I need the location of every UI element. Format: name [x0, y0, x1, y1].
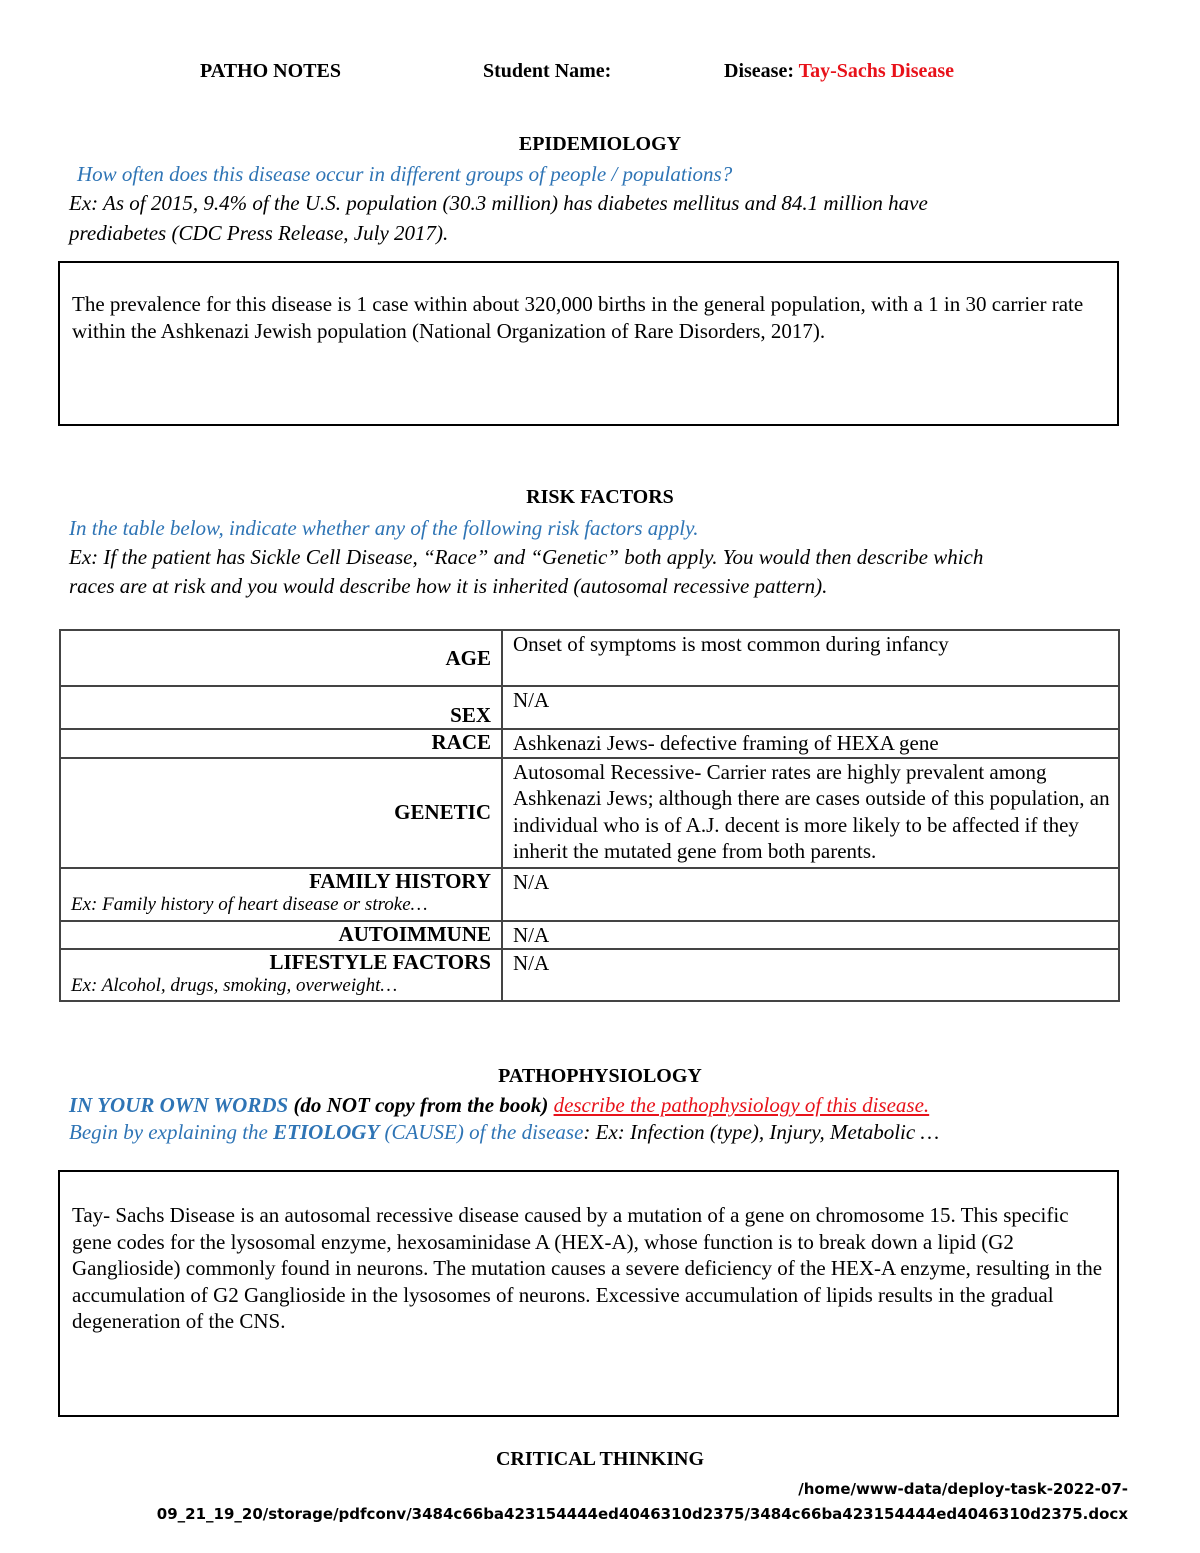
epidemiology-example-line2: prediabetes (CDC Press Release, July 2017).: [69, 221, 449, 245]
cause-text: (CAUSE) of the disease: [384, 1120, 584, 1144]
describe-text: describe the pathophysiology of this disease.: [553, 1093, 930, 1117]
risk-row-family-history: [60, 868, 1119, 921]
pathophysiology-answer: Tay- Sachs Disease is an autosomal recessive disease caused by a mutation of a gene on chromosome 15. This specific gene codes for the lysosomal enzyme, hexosaminidase A (HEX-A), whose function is to break down a lipid (G2 Ganglioside) commonly found in neurons. The mutation causes a severe deficiency of the HEX-A enzyme, resulting in the accumulation of G2 Ganglioside in the lysosomes of neurons. Excessive accumulation of lipids results in the gradual degeneration of the CNS.: [72, 1203, 1103, 1333]
risk-factors-example-line1: Ex: If the patient has Sickle Cell Disease, “Race” and “Genetic” both apply. You would then describe which: [69, 545, 984, 569]
risk-row-age: [60, 630, 1119, 686]
lifestyle-label: LIFESTYLE FACTORS: [269, 950, 491, 974]
risk-factors-example-line2: races are at risk and you would describe how it is inherited (autosomal recessive pattern).: [69, 574, 828, 598]
lifestyle-value[interactable]: N/A: [502, 949, 1119, 1001]
disease-label: Disease:: [724, 60, 794, 82]
age-value[interactable]: Onset of symptoms is most common during infancy: [502, 630, 1119, 686]
disease-field: [724, 60, 954, 83]
autoimmune-label: AUTOIMMUNE: [60, 921, 502, 950]
family-history-value[interactable]: N/A: [502, 868, 1119, 921]
epidemiology-title: EPIDEMIOLOGY: [518, 133, 682, 155]
lifestyle-example: Ex: Alcohol, drugs, smoking, overweight…: [71, 975, 398, 996]
race-value[interactable]: Ashkenazi Jews- defective framing of HEXA gene: [502, 729, 1119, 758]
critical-thinking-title: CRITICAL THINKING: [495, 1448, 705, 1470]
risk-row-lifestyle: [60, 949, 1119, 1001]
do-not-copy-text: (do NOT copy from the book): [293, 1093, 549, 1117]
risk-row-sex: [60, 686, 1119, 729]
etiology-text: ETIOLOGY: [273, 1120, 380, 1144]
pathophysiology-instruction-line1: [69, 1091, 929, 1120]
epidemiology-question: How often does this disease occur in different groups of people / populations?: [77, 162, 733, 186]
risk-factors-title: RISK FACTORS: [526, 486, 674, 508]
etiology-examples-text: : Ex: Infection (type), Injury, Metabolic …: [583, 1120, 940, 1144]
pathophysiology-instruction-line2: [69, 1118, 939, 1147]
family-history-label: FAMILY HISTORY: [309, 868, 491, 893]
family-history-cell: [60, 868, 502, 921]
footer-path-line2: 09_21_19_20/storage/pdfconv/3484c66ba423154444ed4046310d2375/3484c66ba423154444ed4046310d2375.docx: [156, 1505, 1128, 1523]
risk-row-race: [60, 729, 1119, 758]
family-history-example: Ex: Family history of heart disease or stroke…: [71, 893, 428, 915]
footer-path-line1: /home/www-data/deploy-task-2022-07-: [798, 1480, 1128, 1498]
own-words-text: IN YOUR OWN WORDS: [69, 1093, 289, 1117]
lifestyle-cell: [60, 949, 502, 1001]
disease-value: Tay-Sachs Disease: [798, 60, 955, 82]
begin-by-text: Begin by explaining the: [69, 1120, 268, 1144]
genetic-value[interactable]: Autosomal Recessive- Carrier rates are highly prevalent among Ashkenazi Jews; although there are cases outside of this population, an individual who is of A.J. decent is more likely to be affected if they inherit the mutated gene from both parents.: [502, 758, 1119, 868]
patho-notes-label: PATHO NOTES: [200, 60, 341, 82]
sex-label: SEX: [60, 686, 502, 729]
race-label: RACE: [60, 729, 502, 758]
risk-row-genetic: [60, 758, 1119, 868]
pathophysiology-title: PATHOPHYSIOLOGY: [498, 1065, 702, 1087]
age-label: AGE: [60, 630, 502, 686]
student-name-label: Student Name:: [483, 60, 612, 82]
sex-value[interactable]: N/A: [502, 686, 1119, 729]
epidemiology-answer: The prevalence for this disease is 1 case within about 320,000 births in the general population, with a 1 in 30 carrier rate within the Ashkenazi Jewish population (National Organization of Rare Disorders, 2017).: [72, 292, 1084, 343]
risk-factors-table: [59, 629, 1120, 1002]
epidemiology-answer-box[interactable]: [58, 261, 1119, 426]
pathophysiology-answer-box[interactable]: [58, 1170, 1119, 1417]
epidemiology-example-line1: Ex: As of 2015, 9.4% of the U.S. population (30.3 million) has diabetes mellitus and 84.1 million have: [69, 191, 928, 215]
genetic-label: GENETIC: [60, 758, 502, 868]
autoimmune-value[interactable]: N/A: [502, 921, 1119, 950]
risk-factors-instruction: In the table below, indicate whether any of the following risk factors apply.: [69, 516, 699, 540]
risk-row-autoimmune: [60, 921, 1119, 950]
